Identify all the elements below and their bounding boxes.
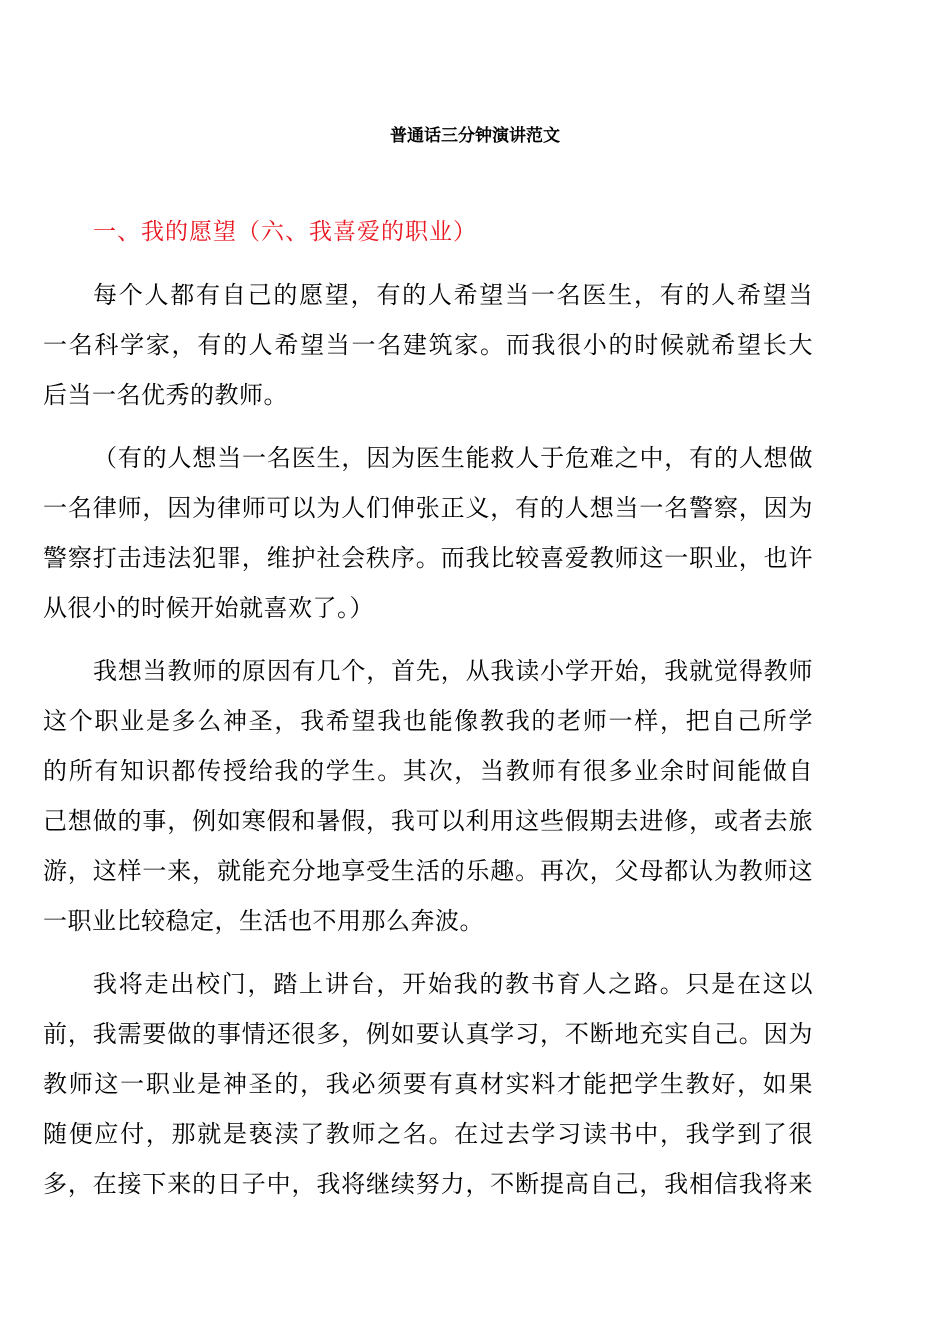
text-line: 这个职业是多么神圣，我希望我也能像教我的老师一样，把自己所学	[43, 707, 813, 735]
paragraph-1	[43, 270, 813, 420]
text-line: （有的人想当一名医生，因为医生能救人于危难之中，有的人想做	[93, 444, 813, 472]
text-line: 一职业比较稳定，生活也不用那么奔波。	[43, 907, 484, 935]
text-line: 游，这样一来，就能充分地享受生活的乐趣。再次，父母都认为教师这	[43, 857, 813, 885]
text-line: 每个人都有自己的愿望，有的人希望当一名医生，有的人希望当	[93, 281, 813, 309]
text-line: 一名律师，因为律师可以为人们伸张正义，有的人想当一名警察，因为	[43, 494, 813, 522]
text-line: 我想当教师的原因有几个，首先，从我读小学开始，我就觉得教师	[93, 657, 813, 685]
text-line: 的所有知识都传授给我的学生。其次，当教师有很多业余时间能做自	[43, 757, 813, 785]
text-line: 我将走出校门，踏上讲台，开始我的教书育人之路。只是在这以	[93, 970, 813, 998]
text-line: 从很小的时候开始就喜欢了。）	[43, 594, 374, 622]
text-line: 随便应付，那就是亵渎了教师之名。在过去学习读书中，我学到了很	[43, 1120, 813, 1148]
document-title: 普通话三分钟演讲范文	[390, 126, 560, 146]
text-line: 己想做的事，例如寒假和暑假，我可以利用这些假期去进修，或者去旅	[43, 807, 813, 835]
section-heading: 一、我的愿望（六、我喜爱的职业）	[93, 219, 477, 245]
text-line: 一名科学家，有的人希望当一名建筑家。而我很小的时候就希望长大	[43, 331, 813, 359]
paragraph-4	[43, 959, 813, 1209]
text-line: 多，在接下来的日子中，我将继续努力，不断提高自己，我相信我将来	[43, 1170, 813, 1198]
text-line: 后当一名优秀的教师。	[43, 381, 288, 409]
paragraph-3	[43, 646, 813, 946]
text-line: 前，我需要做的事情还很多，例如要认真学习，不断地充实自己。因为	[43, 1020, 813, 1048]
text-line: 警察打击违法犯罪，维护社会秩序。而我比较喜爱教师这一职业，也许	[43, 544, 813, 572]
text-line: 教师这一职业是神圣的，我必须要有真材实料才能把学生教好，如果	[43, 1070, 813, 1098]
document-body	[43, 270, 813, 1222]
paragraph-2	[43, 433, 813, 633]
